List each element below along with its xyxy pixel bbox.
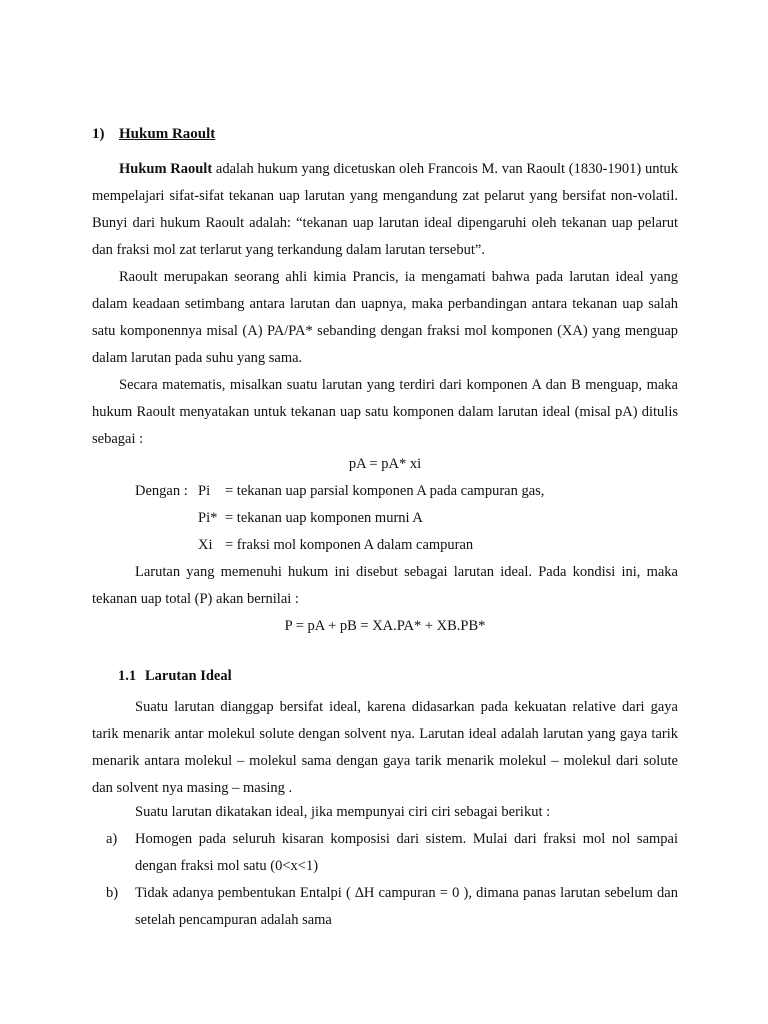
list-marker: b) bbox=[106, 885, 119, 901]
list-item-text: Homogen pada seluruh kisaran komposisi dari sistem. Mulai dari fraksi mol nol sampai dengan fraksi mol satu (0<x<1) bbox=[135, 831, 678, 874]
subsection-title: Larutan Ideal bbox=[145, 668, 232, 684]
section-heading bbox=[92, 126, 215, 143]
paragraph-ideal-condition: Larutan yang memenuhi hukum ini disebut sebagai larutan ideal. Pada kondisi ini, maka tekanan uap total (P) akan bernilai : bbox=[92, 564, 678, 607]
paragraph-criteria-intro: Suatu larutan dikatakan ideal, jika mempunyai ciri ciri sebagai berikut : bbox=[135, 804, 551, 820]
definition-text: = tekanan uap komponen murni A bbox=[225, 510, 423, 526]
paragraph-ideal-solution: Suatu larutan dianggap bersifat ideal, karena didasarkan pada kekuatan relative dari gaya tarik menarik antar molekul solute dengan solvent nya. Larutan ideal adalah larutan yang gaya tarik menarik antara molekul – molekul sama dengan gaya tarik menarik molekul – molekul dari solute dan solvent nya masing – masing . bbox=[92, 699, 678, 796]
definition-symbol: Pi* bbox=[198, 510, 218, 526]
paragraph-text: adalah hukum yang dicetuskan oleh Francois M. van Raoult (1830-1901) untuk mempelajari sifat-sifat tekanan uap larutan yang mengandung zat pelarut yang bersifat non-volatil. Bunyi dari hukum Raoult adalah: “tekanan uap larutan ideal dipengaruhi oleh tekanan uap pelarut dan fraksi mol zat terlarut yang terkandung dalam larutan tersebut”. bbox=[92, 161, 678, 258]
paragraph-mathematical: Secara matematis, misalkan suatu larutan yang terdiri dari komponen A dan B menguap, maka hukum Raoult menyatakan untuk tekanan uap satu komponen dalam larutan ideal (misal pA) ditulis sebagai : bbox=[92, 377, 678, 447]
subsection-number: 1.1 bbox=[118, 668, 137, 684]
definition-text: = fraksi mol komponen A dalam campuran bbox=[225, 537, 474, 553]
section-number: 1) bbox=[92, 126, 105, 142]
paragraph-definition bbox=[92, 156, 678, 264]
list-item bbox=[92, 826, 678, 880]
formula-partial-pressure: pA = pA* xi bbox=[348, 456, 422, 472]
definition-lead: Dengan : bbox=[135, 483, 188, 499]
formula-total-pressure: P = pA + pB = XA.PA* + XB.PB* bbox=[284, 618, 486, 634]
definition-text: = tekanan uap parsial komponen A pada campuran gas, bbox=[225, 483, 545, 499]
definition-symbol: Pi bbox=[198, 483, 211, 499]
subsection-heading bbox=[118, 668, 232, 685]
section-title: Hukum Raoult bbox=[119, 126, 216, 142]
definition-symbol: Xi bbox=[198, 537, 213, 553]
list-marker: a) bbox=[106, 831, 118, 847]
list-item-text: Tidak adanya pembentukan Entalpi ( ∆H campuran = 0 ), dimana panas larutan sebelum dan setelah pencampuran adalah sama bbox=[135, 885, 678, 928]
paragraph-raoult-observation: Raoult merupakan seorang ahli kimia Prancis, ia mengamati bahwa pada larutan ideal yang dalam keadaan setimbang antara larutan dan uapnya, maka perbandingan antara tekanan uap salah satu komponennya misal (A) PA/PA* sebanding dengan fraksi mol komponen (XA) yang menguap dalam larutan pada suhu yang sama. bbox=[92, 269, 678, 366]
bold-term: Hukum Raoult bbox=[119, 161, 213, 177]
criteria-list bbox=[92, 826, 678, 934]
list-item bbox=[92, 880, 678, 934]
